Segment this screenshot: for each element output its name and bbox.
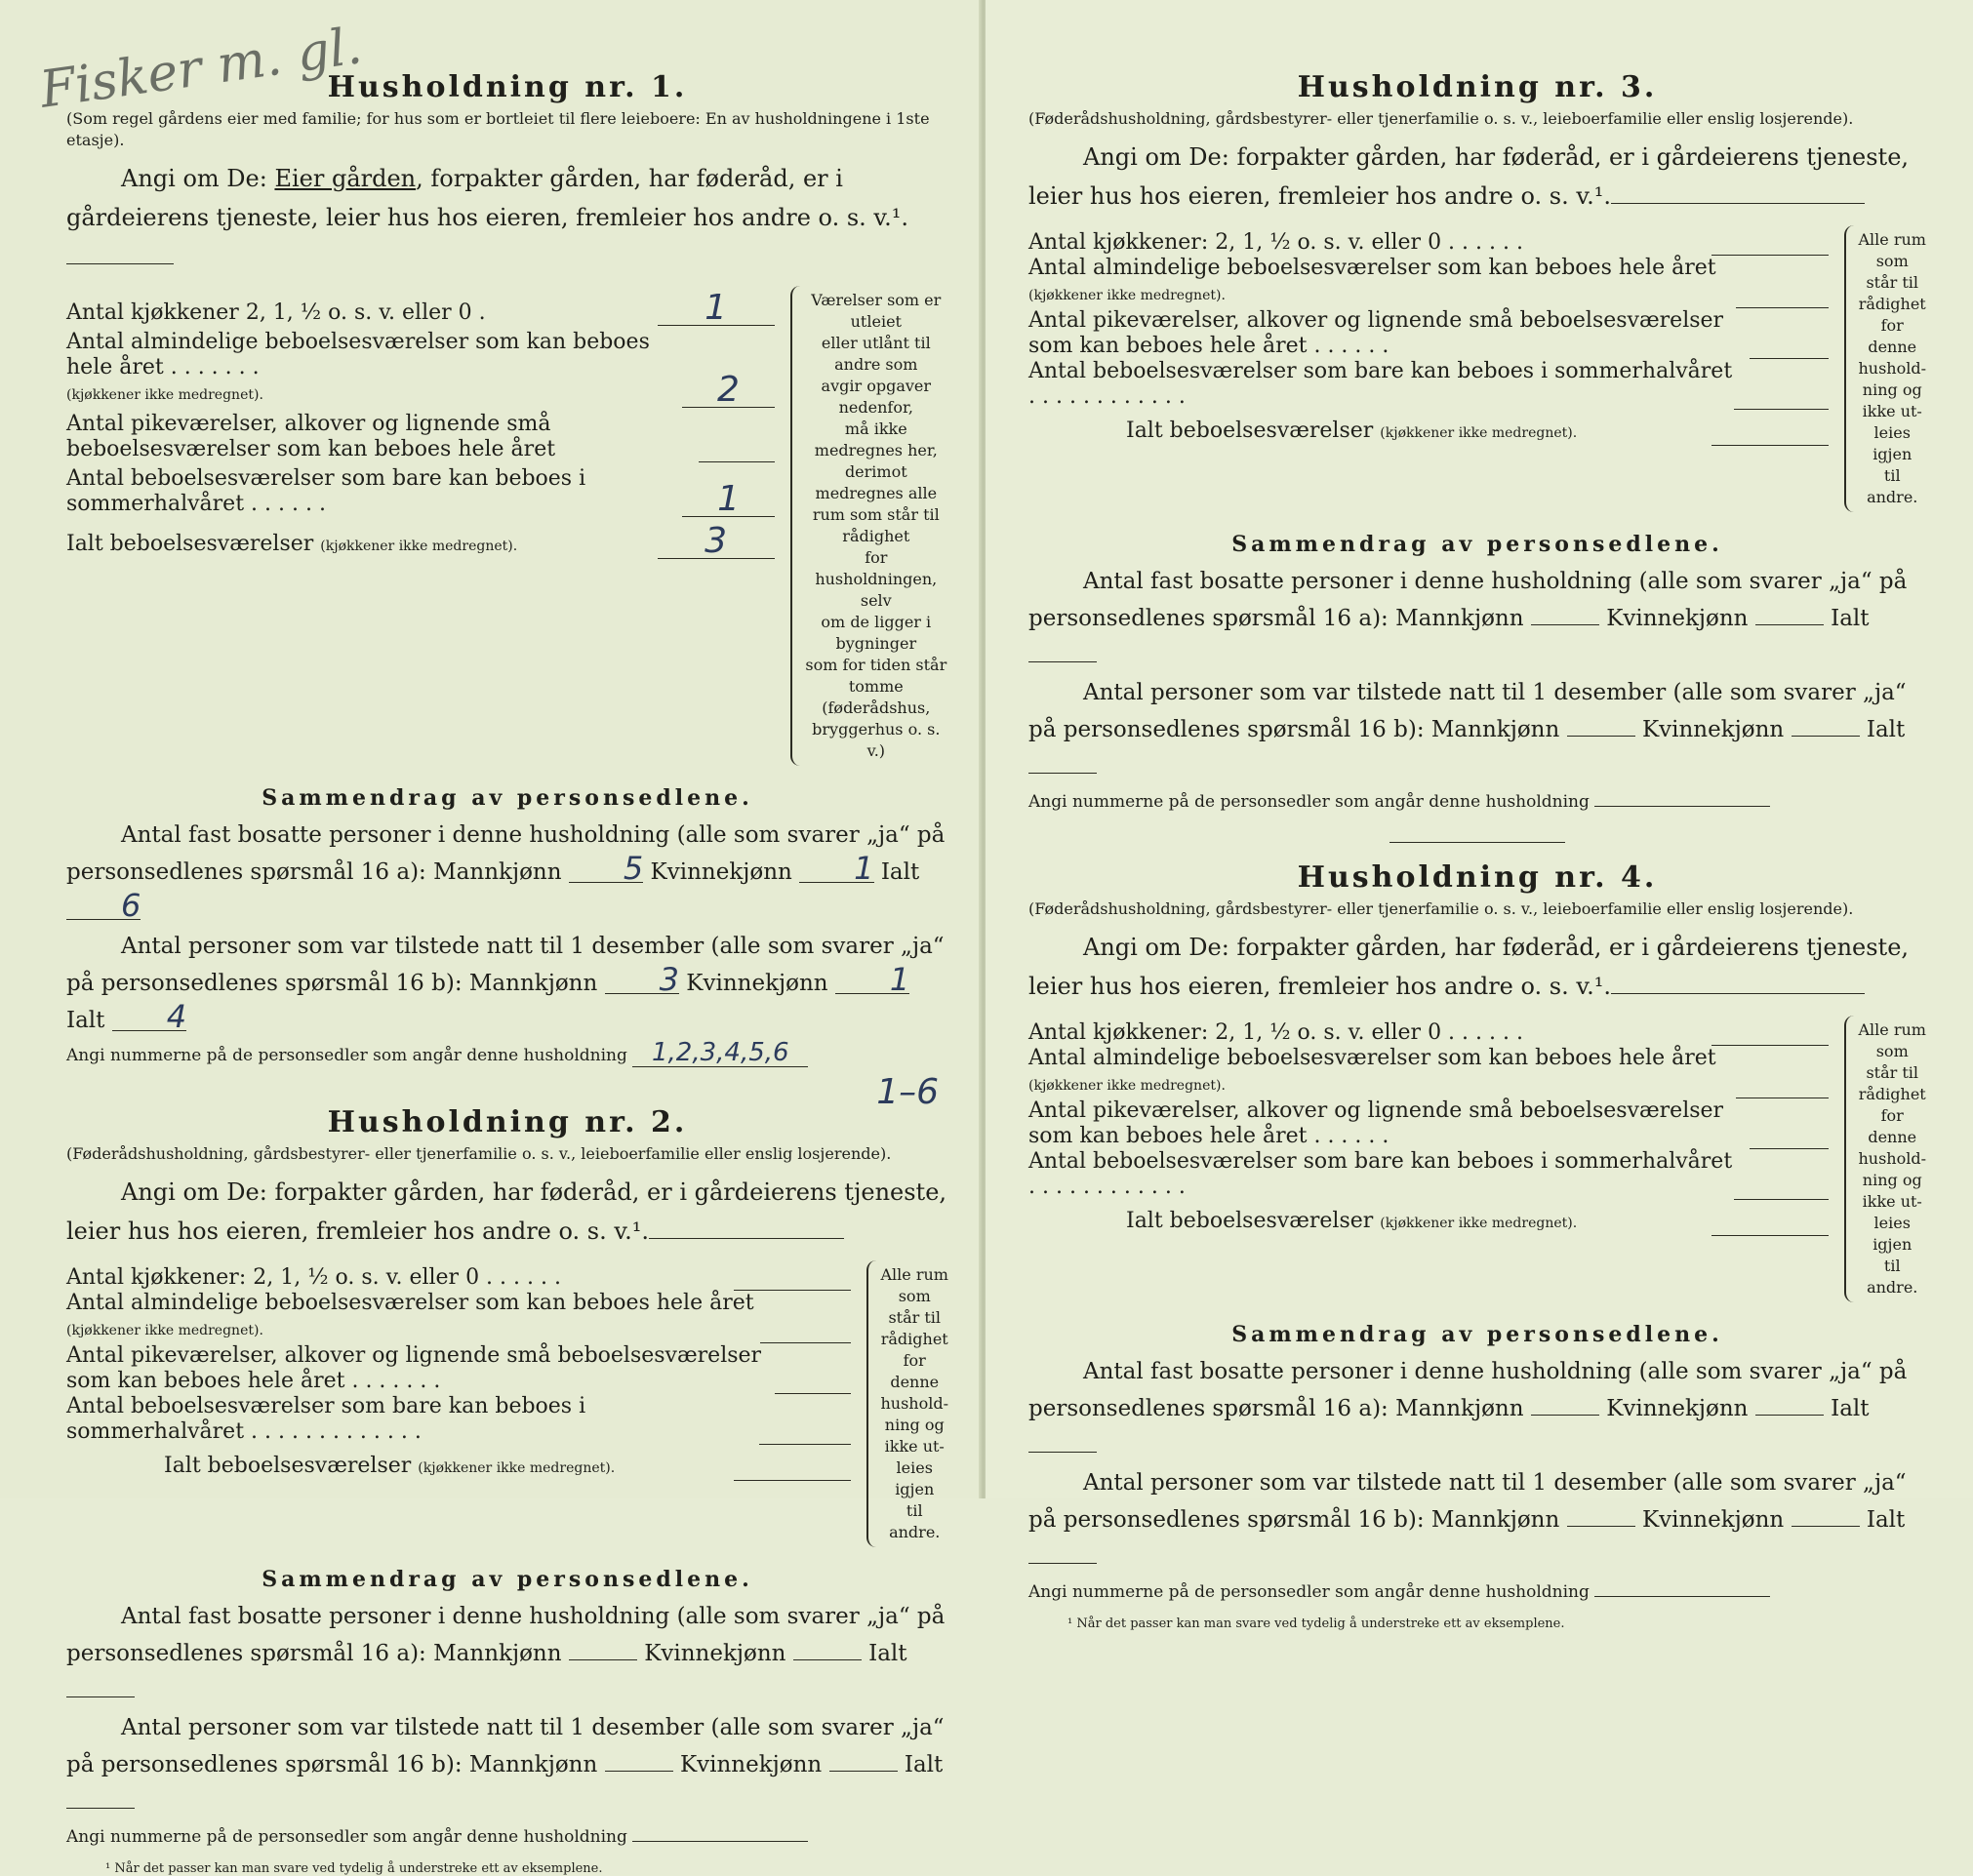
person-numbers: Angi nummerne på de personsedler som angår denne husholdning [66,1820,948,1854]
male-count-input[interactable]: 5 [569,855,643,883]
female-count-input[interactable] [1755,1415,1824,1416]
room-value-input[interactable] [1736,278,1829,308]
summary-title: Sammendrag av personsedlene. [262,785,753,811]
room-row: Antal kjøkkener 2, 1, ½ o. s. v. eller 0 . 1 [66,292,775,326]
summary-16b: Antal personer som var tilstede natt til 1 desember (alle som svarer „ja“ på personsedlenes spørsmål 16 b): Mannkjønn Kvinnekjønn Ialt [66,1709,948,1820]
room-row: Antal kjøkkener: 2, 1, ½ o. s. v. eller 0 . . . . . . [1028,225,1829,256]
male-count-input[interactable] [1567,736,1635,737]
household-1-title: Husholdning nr. 1. [327,70,688,104]
room-row: Antal pikeværelser, alkover og lignende små beboelsesværelser som kan beboes hele året . . . . . . [1028,308,1829,359]
total-count-input[interactable] [66,1696,135,1697]
household-1-rooms [66,286,948,766]
eier-underlined: Eier gården [274,165,417,192]
room-row: Antal beboelsesværelser som bare kan beboes i sommerhalvåret . . . . . . . . . . . . . [66,1394,851,1445]
person-numbers-input[interactable] [632,1841,808,1842]
household-3-rooms [1028,225,1926,512]
footnote: ¹ Når det passer kan man svare ved tydelig å understreke ett av eksemplene. [1067,1617,1565,1631]
room-value-input[interactable] [775,1364,852,1394]
room-row: Antal almindelige beboelsesværelser som kan beboes hele året . . . . . . . (kjøkkener ikke medregnet). 2 [66,330,775,408]
room-value-input[interactable] [734,1260,851,1291]
male-count-input[interactable] [1531,624,1599,625]
household-1-subtitle: (Som regel gårdens eier med familie; for hus som er bortleiet til flere leieboere: En av husholdningene i 1ste etasje). [66,109,930,149]
section-separator [1389,842,1565,843]
room-value-input[interactable] [1711,225,1829,256]
left-page [0,0,984,1876]
room-row: Antal almindelige beboelsesværelser som kan beboes hele året (kjøkkener ikke medregnet). [1028,1046,1829,1098]
person-numbers-input[interactable] [1594,806,1770,807]
household-4-subtitle: (Føderådshusholdning, gårdsbestyrer- eller tjenerfamilie o. s. v., leieboerfamilie eller enslig losjerende). [1028,899,1854,918]
total-count-input[interactable] [1028,773,1097,774]
household-1-angi: Angi om De: Eier gården, forpakter gården, har føderåd, er i gårdeierens tjeneste, leier hus hos eieren, fremleier hos andre o. s. v.¹. [66,159,948,276]
room-value-input[interactable] [699,432,774,462]
left-page-content [66,70,948,1876]
female-count-input[interactable] [829,1771,898,1772]
room-row: Antal kjøkkener: 2, 1, ½ o. s. v. eller 0 . . . . . . [1028,1016,1829,1046]
female-count-input[interactable] [1792,1526,1860,1527]
room-value-input[interactable] [1734,379,1830,410]
total-count-input[interactable] [1028,1563,1097,1564]
room-row: Antal beboelsesværelser som bare kan beboes i sommerhalvåret . . . . . . . . . . . . [1028,1149,1829,1200]
rooms-note: Alle rum som står til rådighet for denne hushold- ning og ikke ut- leies igjen til andre. [1844,225,1926,512]
female-count-input[interactable] [793,1659,862,1660]
household-3-title: Husholdning nr. 3. [1297,70,1658,104]
room-value-input[interactable]: 2 [682,374,774,408]
household-2 [66,1105,948,1876]
summary-title: Sammendrag av personsedlene. [262,1567,753,1592]
female-count-input[interactable] [1755,624,1824,625]
male-count-input[interactable] [605,1771,673,1772]
room-row-total: Ialt beboelsesværelser (kjøkkener ikke medregnet). [66,1451,851,1481]
household-2-title: Husholdning nr. 2. [327,1105,688,1139]
household-2-subtitle: (Føderådshusholdning, gårdsbestyrer- eller tjenerfamilie o. s. v., leieboerfamilie eller enslig losjerende). [66,1144,892,1163]
room-row-total: Ialt beboelsesværelser (kjøkkener ikke medregnet). [1028,1206,1829,1236]
summary-title: Sammendrag av personsedlene. [1231,1322,1723,1347]
person-range-handwriting: 1–6 [876,1072,939,1112]
rooms-note: Værelser som er utleiet eller utlånt til andre som avgir opgaver nedenfor, må ikke medregnes her, derimot medregnes alle rum som står til rådighet for husholdningen, selv om de ligger i bygninger som for tiden står tomme (føderådshus, bryggerhus o. s. v.) [790,286,948,766]
person-numbers-input[interactable]: 1,2,3,4,5,6 [632,1039,808,1067]
room-row: Antal beboelsesværelser som bare kan beboes i sommerhalvåret . . . . . . 1 [66,466,775,517]
room-value-input[interactable] [1750,329,1829,359]
female-count-input[interactable]: 1 [835,966,909,994]
room-row: Antal almindelige beboelsesværelser som kan beboes hele året (kjøkkener ikke medregnet). [66,1291,851,1343]
household-2-rooms [66,1260,948,1547]
room-value-input[interactable] [1736,1068,1829,1098]
room-row: Antal kjøkkener: 2, 1, ½ o. s. v. eller 0 . . . . . . [66,1260,851,1291]
female-count-input[interactable] [1792,736,1860,737]
room-value-input[interactable]: 1 [658,292,775,326]
total-count-input[interactable]: 6 [66,892,141,920]
room-row: Antal pikeværelser, alkover og lignende små beboelsesværelser som kan beboes hele året . . . . . . . [66,1343,851,1394]
household-4 [1028,860,1926,1631]
household-4-angi: Angi om De: forpakter gården, har føderåd, er i gårdeierens tjeneste, leier hus hos eieren, fremleier hos andre o. s. v.¹. [1028,934,1910,1000]
margin-handwriting: Fisker m. gl. [36,17,366,120]
household-3 [1028,70,1926,818]
male-count-input[interactable] [1531,1415,1599,1416]
summary-16a: Antal fast bosatte personer i denne husholdning (alle som svarer „ja“ på personsedlenes spørsmål 16 a): Mannkjønn Kvinnekjønn Ialt [66,1598,948,1709]
summary-16a: Antal fast bosatte personer i denne husholdning (alle som svarer „ja“ på personsedlenes spørsmål 16 a): Mannkjønn Kvinnekjønn Ialt [1028,1353,1926,1464]
total-count-input[interactable] [66,1808,135,1809]
person-numbers: Angi nummerne på de personsedler som angår denne husholdning [1028,1576,1926,1609]
room-row-total: Ialt beboelsesværelser (kjøkkener ikke medregnet). 3 [66,525,775,559]
household-2-angi: Angi om De: forpakter gården, har føderåd, er i gårdeierens tjeneste, leier hus hos eieren, fremleier hos andre o. s. v.¹. [66,1178,947,1245]
summary-16a: Antal fast bosatte personer i denne husholdning (alle som svarer „ja“ på personsedlenes spørsmål 16 a): Mannkjønn 5 Kvinnekjønn 1 Ialt 6 [66,822,946,924]
male-count-input[interactable] [569,1659,637,1660]
household-4-rooms [1028,1016,1926,1302]
room-row: Antal pikeværelser, alkover og lignende små beboelsesværelser som kan beboes hele året . . . . . . [1028,1098,1829,1149]
household-3-angi: Angi om De: forpakter gården, har føderåd, er i gårdeierens tjeneste, leier hus hos eieren, fremleier hos andre o. s. v.¹. [1028,143,1910,210]
room-total-input[interactable] [734,1451,851,1481]
person-numbers-input[interactable] [1594,1596,1770,1597]
footnote: ¹ Når det passer kan man svare ved tydelig å understreke ett av eksemplene. [105,1861,603,1876]
summary-16b: Antal personer som var tilstede natt til 1 desember (alle som svarer „ja“ på personsedlenes spørsmål 16 b): Mannkjønn Kvinnekjønn Ialt [1028,1464,1926,1576]
female-count-input[interactable]: 1 [799,855,873,883]
summary-title: Sammendrag av personsedlene. [1231,532,1723,557]
household-1 [66,70,948,1112]
male-count-input[interactable] [1567,1526,1635,1527]
room-value-input[interactable] [1711,1016,1829,1046]
room-value-input[interactable] [760,1313,851,1343]
room-row: Antal pikeværelser, alkover og lignende små beboelsesværelser som kan beboes hele året [66,412,775,462]
right-page-content [1028,70,1926,1631]
room-value-input[interactable] [1734,1170,1830,1200]
summary-16a: Antal fast bosatte personer i denne husholdning (alle som svarer „ja“ på personsedlenes spørsmål 16 a): Mannkjønn Kvinnekjønn Ialt [1028,563,1926,674]
room-total-input[interactable] [1711,1206,1829,1236]
summary-16b: Antal personer som var tilstede natt til 1 desember (alle som svarer „ja“ på personsedlenes spørsmål 16 b): Mannkjønn Kvinnekjønn Ialt [1028,674,1926,785]
person-numbers: Angi nummerne på de personsedler som angår denne husholdning 1,2,3,4,5,6 [66,1039,948,1072]
total-count-input[interactable] [1028,661,1097,662]
room-value-input[interactable] [1750,1119,1829,1149]
room-row: Antal beboelsesværelser som bare kan beboes i sommerhalvåret . . . . . . . . . . . . [1028,359,1829,410]
room-total-input[interactable] [1711,416,1829,446]
rooms-note: Alle rum som står til rådighet for denne hushold- ning og ikke ut- leies igjen til andre. [866,1260,948,1547]
room-total-input[interactable]: 3 [658,525,775,559]
household-3-subtitle: (Føderådshusholdning, gårdsbestyrer- eller tjenerfamilie o. s. v., leieboerfamilie eller enslig losjerende). [1028,109,1854,128]
room-value-input[interactable]: 1 [682,483,774,517]
person-numbers: Angi nummerne på de personsedler som angår denne husholdning [1028,785,1926,818]
household-4-title: Husholdning nr. 4. [1297,860,1658,895]
room-row: Antal almindelige beboelsesværelser som kan beboes hele året (kjøkkener ikke medregnet). [1028,256,1829,308]
total-count-input[interactable] [1028,1452,1097,1453]
room-value-input[interactable] [759,1415,851,1445]
right-page [986,0,1973,1631]
male-count-input[interactable]: 3 [605,966,679,994]
room-row-total: Ialt beboelsesværelser (kjøkkener ikke medregnet). [1028,416,1829,446]
total-count-input[interactable]: 4 [112,1003,186,1031]
summary-16b: Antal personer som var tilstede natt til 1 desember (alle som svarer „ja“ på personsedlenes spørsmål 16 b): Mannkjønn 3 Kvinnekjønn 1 Ialt 4 [66,934,945,1035]
rooms-note: Alle rum som står til rådighet for denne hushold- ning og ikke ut- leies igjen til andre. [1844,1016,1926,1302]
